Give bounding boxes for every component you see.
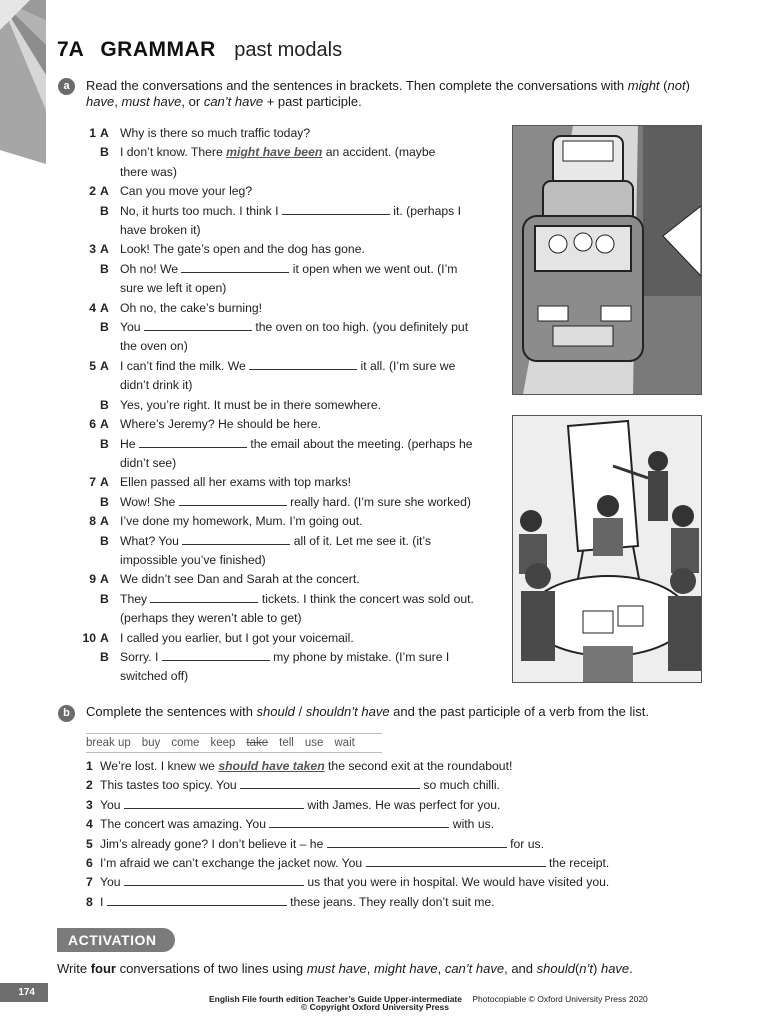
page-title bbox=[57, 38, 342, 66]
conversation-line bbox=[76, 493, 496, 512]
item-number bbox=[76, 202, 96, 221]
speaker-label: A bbox=[100, 417, 109, 432]
item-number bbox=[76, 667, 96, 686]
line-text: Can you move your leg? bbox=[120, 184, 253, 199]
speaker-label bbox=[96, 454, 116, 473]
instruction-keyword: should bbox=[256, 704, 295, 719]
answer-blank[interactable] bbox=[249, 358, 357, 370]
word-list-item: break up bbox=[86, 737, 131, 749]
conversation-line bbox=[76, 357, 496, 376]
unit-category: GRAMMAR bbox=[100, 38, 216, 61]
speaker-label: A bbox=[100, 300, 109, 315]
item-number: 2 bbox=[89, 184, 96, 199]
item-number bbox=[76, 493, 96, 512]
line-text: the oven on) bbox=[120, 339, 188, 354]
sentence-item: 7 You us that you were in hospital. We would have visited you. bbox=[86, 873, 706, 892]
line-text: didn’t see) bbox=[120, 455, 177, 470]
section-b-instruction: Complete the sentences with should / shouldn’t have and the past participle of a verb from the list. bbox=[86, 704, 649, 719]
item-number bbox=[76, 279, 96, 298]
line-text: Oh no! We it open when we went out. (I’m bbox=[120, 261, 458, 276]
line-text: Wow! She really hard. (I’m sure she worked) bbox=[120, 494, 471, 509]
item-number bbox=[76, 435, 96, 454]
line-text: He the email about the meeting. (perhaps he bbox=[120, 436, 473, 451]
speaker-label: B bbox=[100, 261, 109, 276]
conversation-line bbox=[76, 512, 496, 531]
section-b-sentences bbox=[86, 757, 706, 912]
conversation-line bbox=[76, 629, 496, 648]
line-text: didn’t drink it) bbox=[120, 378, 193, 393]
instruction-keyword: can’t have bbox=[203, 94, 264, 109]
meeting-illustration bbox=[512, 415, 702, 683]
unit-subtitle: past modals bbox=[234, 39, 343, 61]
answer-blank[interactable] bbox=[181, 261, 289, 273]
conversation-line bbox=[76, 376, 496, 395]
conversation-line bbox=[76, 337, 496, 356]
speaker-label: B bbox=[100, 533, 109, 548]
speaker-label: A bbox=[100, 514, 109, 529]
item-number: 7 bbox=[86, 875, 93, 890]
sentence-item: 3 You with James. He was perfect for you. bbox=[86, 796, 706, 815]
conversation-line bbox=[76, 590, 496, 609]
conversation-line bbox=[76, 570, 496, 589]
item-number bbox=[76, 396, 96, 415]
line-text: have broken it) bbox=[120, 223, 201, 238]
activation-keyword: should bbox=[536, 961, 575, 976]
section-a-instruction: Read the conversations and the sentences in brackets. Then complete the conversations with might (not) have, must have, or can’t have + past participle. bbox=[86, 78, 690, 109]
line-text: What? You all of it. Let me see it. (it’s bbox=[120, 533, 432, 548]
line-text: I don’t know. There might have been an accident. (maybe bbox=[120, 145, 436, 160]
item-number: 4 bbox=[86, 817, 93, 832]
item-number: 1 bbox=[86, 759, 93, 773]
item-number bbox=[76, 648, 96, 667]
speaker-label: B bbox=[100, 436, 109, 451]
conversation-line bbox=[76, 435, 496, 454]
sentence-item: 6 I’m afraid we can’t exchange the jacket now. You the receipt. bbox=[86, 854, 706, 873]
activation-keyword: have bbox=[600, 961, 630, 976]
speaker-label: B bbox=[100, 494, 109, 509]
line-text: impossible you’ve finished) bbox=[120, 552, 266, 567]
footer-copyright: © Copyright Oxford University Press bbox=[301, 1002, 449, 1012]
speaker-label: A bbox=[100, 126, 109, 140]
speaker-label: B bbox=[100, 649, 109, 664]
item-number: 8 bbox=[89, 514, 96, 529]
answer-blank[interactable] bbox=[150, 591, 258, 603]
conversation-line bbox=[76, 415, 496, 434]
example-answer: should have taken bbox=[218, 759, 325, 773]
word-list-item: take bbox=[246, 737, 269, 749]
traffic-illustration bbox=[512, 125, 702, 395]
line-text: switched off) bbox=[120, 669, 189, 684]
activation-instruction: Write four conversations of two lines using must have, might have, can’t have, and should(n’t) have. bbox=[57, 961, 633, 976]
word-list-item: wait bbox=[334, 737, 355, 749]
item-number bbox=[76, 337, 96, 356]
line-text: Why is there so much traffic today? bbox=[120, 126, 311, 140]
speaker-label bbox=[96, 279, 116, 298]
activation-keyword: must have bbox=[306, 961, 367, 976]
item-number bbox=[76, 590, 96, 609]
item-number: 5 bbox=[89, 358, 96, 373]
item-number: 4 bbox=[89, 300, 96, 315]
item-number bbox=[76, 163, 96, 182]
item-number: 7 bbox=[89, 475, 96, 490]
answer-blank[interactable] bbox=[182, 533, 290, 545]
sentence-item: 5 Jim’s already gone? I don’t believe it – he for us. bbox=[86, 835, 706, 854]
answer-blank[interactable] bbox=[124, 797, 304, 809]
activation-keyword: n’t bbox=[579, 961, 594, 976]
speaker-label bbox=[96, 609, 116, 628]
item-number: 3 bbox=[86, 797, 93, 812]
conversation-line bbox=[76, 124, 496, 143]
line-text: Sorry. I my phone by mistake. (I’m sure I bbox=[120, 649, 450, 664]
item-number bbox=[76, 551, 96, 570]
word-list-item: use bbox=[304, 737, 324, 749]
word-list-item: buy bbox=[141, 737, 161, 749]
word-list-item: tell bbox=[279, 737, 294, 749]
item-number: 2 bbox=[86, 778, 93, 793]
speaker-label bbox=[96, 221, 116, 240]
speaker-label: A bbox=[100, 184, 109, 199]
speaker-label bbox=[96, 337, 116, 356]
answer-blank[interactable] bbox=[282, 203, 390, 215]
line-text: Ellen passed all her exams with top marks! bbox=[120, 475, 351, 490]
line-text: I’ve done my homework, Mum. I’m going out. bbox=[120, 514, 363, 529]
conversation-line bbox=[76, 202, 496, 221]
item-number: 8 bbox=[86, 894, 93, 909]
speaker-label: A bbox=[100, 475, 109, 490]
speaker-label bbox=[96, 551, 116, 570]
answer-blank[interactable] bbox=[327, 836, 507, 848]
conversation-line bbox=[76, 609, 496, 628]
conversation-line bbox=[76, 396, 496, 415]
line-text: I called you earlier, but I got your voicemail. bbox=[120, 630, 354, 645]
item-number bbox=[76, 318, 96, 337]
section-a-badge: a bbox=[58, 78, 75, 95]
sentence-item: 1 We’re lost. I knew we should have taken the second exit at the roundabout! bbox=[86, 757, 706, 776]
word-list bbox=[86, 733, 382, 753]
speaker-label: A bbox=[100, 630, 109, 645]
line-text: We didn’t see Dan and Sarah at the concert. bbox=[120, 572, 360, 587]
speaker-label: B bbox=[100, 145, 109, 160]
speaker-label: A bbox=[100, 242, 109, 257]
footer-book-title: English File fourth edition Teacher’s Guide Upper-intermediate bbox=[209, 994, 462, 1004]
footer-photocopiable: Photocopiable © Oxford University Press 2020 bbox=[472, 994, 648, 1004]
conversation-line bbox=[76, 279, 496, 298]
item-number bbox=[76, 609, 96, 628]
speaker-label: B bbox=[100, 320, 109, 335]
speaker-label bbox=[96, 667, 116, 686]
line-text: Look! The gate’s open and the dog has gone. bbox=[120, 242, 365, 257]
instruction-keyword: have bbox=[86, 94, 115, 109]
corner-fan-graphic bbox=[0, 0, 60, 170]
conversation-line bbox=[76, 260, 496, 279]
item-number bbox=[76, 221, 96, 240]
conversation-line bbox=[76, 182, 496, 201]
item-number: 1 bbox=[89, 126, 96, 140]
sentence-item: 2 This tastes too spicy. You so much chilli. bbox=[86, 776, 706, 795]
line-text: Oh no, the cake’s burning! bbox=[120, 300, 263, 315]
sentence-item: 8 I these jeans. They really don’t suit me. bbox=[86, 893, 706, 912]
page-number: 174 bbox=[0, 983, 48, 1002]
line-text: Where’s Jeremy? He should be here. bbox=[120, 417, 321, 432]
line-text: (perhaps they weren’t able to get) bbox=[120, 611, 302, 626]
speaker-label bbox=[96, 163, 116, 182]
word-list-item: come bbox=[171, 737, 200, 749]
conversation-line bbox=[76, 454, 496, 473]
answer-blank[interactable] bbox=[269, 816, 449, 828]
item-number: 10 bbox=[82, 630, 96, 645]
conversation-line bbox=[76, 532, 496, 551]
item-number: 6 bbox=[86, 856, 93, 871]
activation-label: ACTIVATION bbox=[57, 928, 175, 952]
item-number: 3 bbox=[89, 242, 96, 257]
item-number bbox=[76, 376, 96, 395]
line-text: I can’t find the milk. We it all. (I’m sure we bbox=[120, 358, 456, 373]
line-text: No, it hurts too much. I think I it. (perhaps I bbox=[120, 203, 462, 218]
line-text: You the oven on too high. (you definitely put bbox=[120, 320, 469, 335]
speaker-label: A bbox=[100, 358, 109, 373]
answer-blank[interactable] bbox=[179, 494, 287, 506]
speaker-label bbox=[96, 376, 116, 395]
item-number: 9 bbox=[89, 572, 96, 587]
item-number bbox=[76, 532, 96, 551]
conversation-line bbox=[76, 318, 496, 337]
answer-blank[interactable] bbox=[162, 649, 270, 661]
unit-code: 7A bbox=[57, 38, 84, 61]
speaker-label: A bbox=[100, 572, 109, 587]
activation-keyword: can’t have bbox=[444, 961, 505, 976]
speaker-label: B bbox=[100, 591, 109, 606]
activation-emphasis: four bbox=[90, 961, 116, 976]
answer-blank[interactable] bbox=[107, 894, 287, 906]
instruction-keyword: must have bbox=[121, 94, 182, 109]
line-text: sure we left it open) bbox=[120, 281, 227, 296]
item-number: 5 bbox=[86, 836, 93, 851]
conversation-line bbox=[76, 240, 496, 259]
item-number: 6 bbox=[89, 417, 96, 432]
speaker-label: B bbox=[100, 203, 109, 218]
answer-blank[interactable] bbox=[124, 874, 304, 886]
instruction-keyword: not bbox=[667, 78, 686, 93]
conversation-line bbox=[76, 221, 496, 240]
answer-blank[interactable] bbox=[366, 855, 546, 867]
line-text: Yes, you’re right. It must be in there somewhere. bbox=[120, 397, 382, 412]
conversation-line bbox=[76, 299, 496, 318]
section-a-conversations bbox=[76, 124, 496, 687]
instruction-keyword: shouldn’t have bbox=[305, 704, 390, 719]
speaker-label: B bbox=[100, 397, 109, 412]
section-b-badge: b bbox=[58, 705, 75, 722]
sentence-item: 4 The concert was amazing. You with us. bbox=[86, 815, 706, 834]
line-text: there was) bbox=[120, 164, 177, 179]
answer-blank[interactable] bbox=[240, 777, 420, 789]
item-number bbox=[76, 260, 96, 279]
item-number bbox=[76, 454, 96, 473]
instruction-keyword: might bbox=[627, 78, 660, 93]
line-text: They tickets. I think the concert was sold out. bbox=[120, 591, 474, 606]
conversation-line bbox=[76, 648, 496, 667]
answer-blank[interactable] bbox=[139, 436, 247, 448]
activation-keyword: might have bbox=[374, 961, 438, 976]
conversation-line bbox=[76, 667, 496, 686]
conversation-line bbox=[76, 473, 496, 492]
conversation-line bbox=[76, 163, 496, 182]
example-answer: might have been bbox=[226, 145, 323, 160]
word-list-item: keep bbox=[210, 737, 236, 749]
item-number bbox=[76, 143, 96, 162]
conversation-line bbox=[76, 551, 496, 570]
conversation-line bbox=[76, 143, 496, 162]
answer-blank[interactable] bbox=[144, 319, 252, 331]
